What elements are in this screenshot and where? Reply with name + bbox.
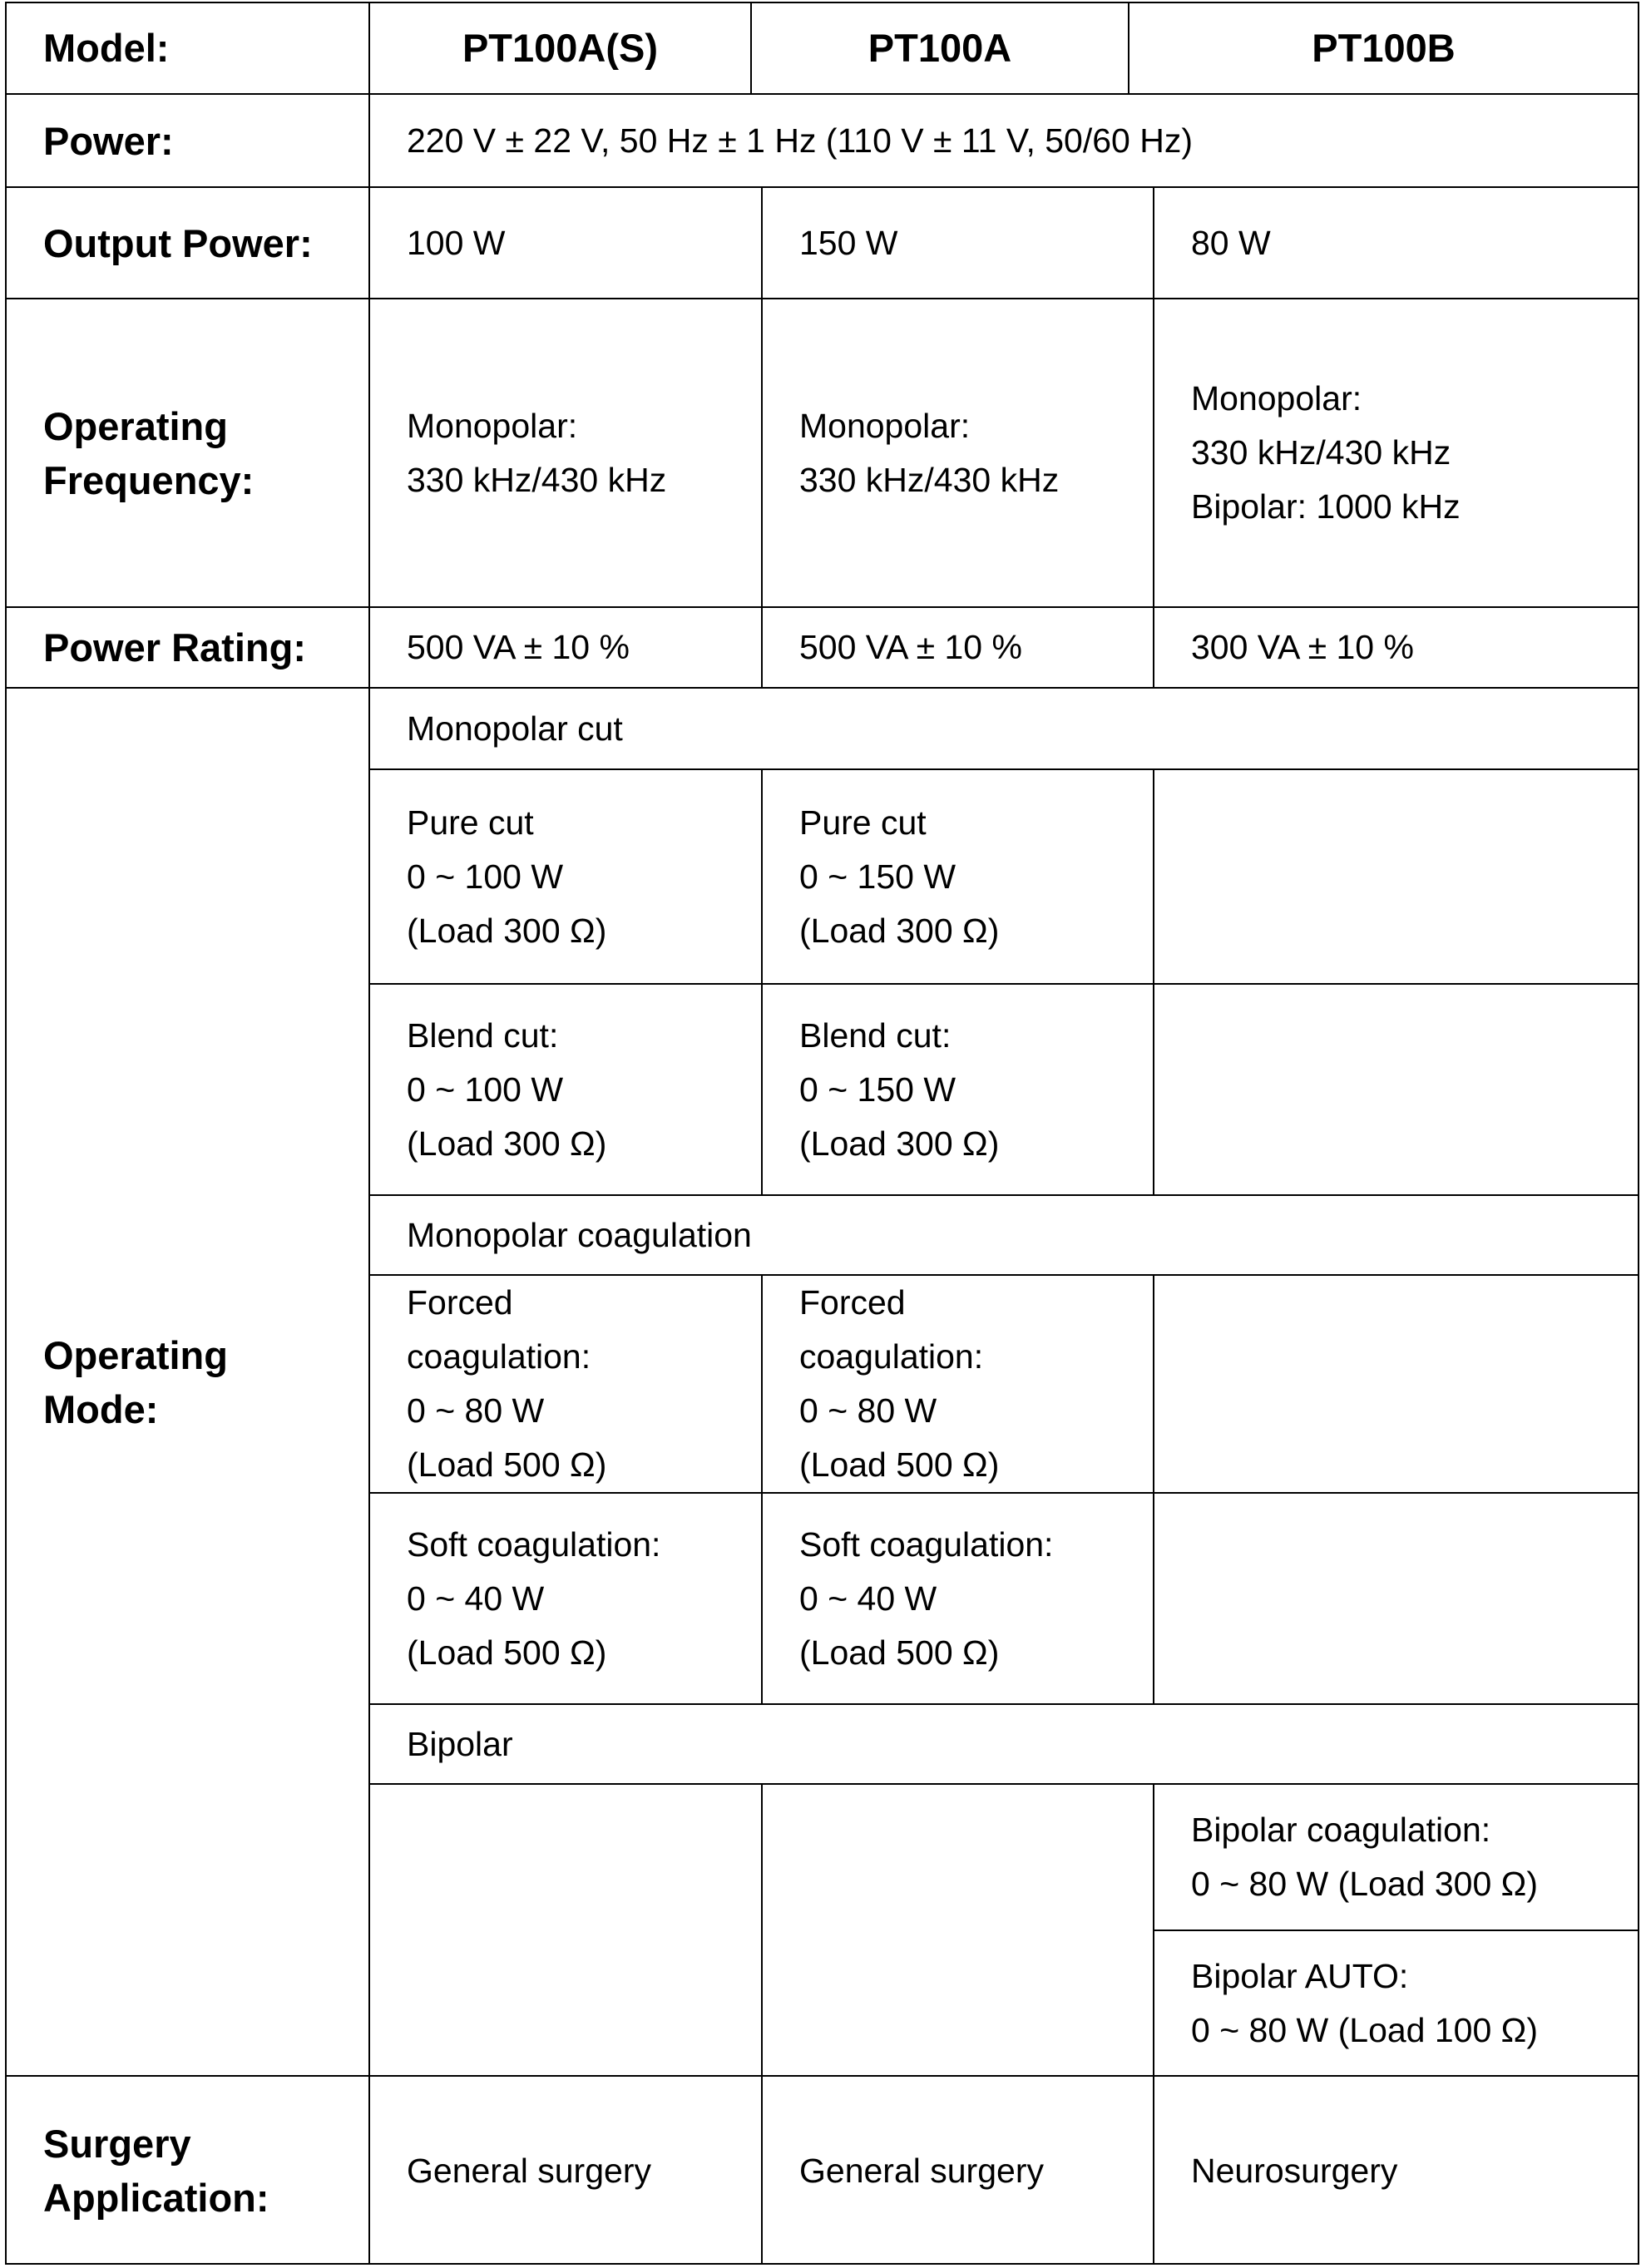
row-divider bbox=[5, 687, 1639, 689]
model-header-pt100as: PT100A(S) bbox=[462, 25, 659, 70]
power-rating-value: 300 VA ± 10 % bbox=[1191, 628, 1414, 666]
model-label: Model: bbox=[43, 25, 170, 70]
column-divider bbox=[761, 186, 763, 687]
output-power-value: 80 W bbox=[1191, 223, 1271, 262]
column-divider bbox=[1153, 1783, 1154, 2265]
operating-frequency-value: Monopolar: 330 kHz/430 kHz Bipolar: 1000 kHz bbox=[1191, 379, 1461, 526]
row-divider bbox=[368, 1703, 1639, 1705]
blend-cut-cell: Blend cut: 0 ~ 150 W (Load 300 Ω) bbox=[799, 1015, 1000, 1163]
column-divider bbox=[368, 2, 370, 2265]
output-power-label: Output Power: bbox=[43, 220, 313, 265]
model-header-pt100a: PT100A bbox=[867, 25, 1012, 70]
soft-coagulation-cell: Soft coagulation: 0 ~ 40 W (Load 500 Ω) bbox=[799, 1524, 1054, 1672]
column-divider bbox=[1153, 186, 1154, 687]
output-power-value: 100 W bbox=[407, 223, 506, 262]
model-header-pt100b: PT100B bbox=[1312, 25, 1456, 70]
monopolar-coagulation-heading: Monopolar coagulation bbox=[407, 1215, 752, 1254]
column-divider bbox=[761, 1274, 763, 1703]
operating-mode-label: Operating Mode: bbox=[43, 1332, 228, 1431]
operating-frequency-label: Operating Frequency: bbox=[43, 403, 255, 502]
bipolar-auto-cell: Bipolar AUTO: 0 ~ 80 W (Load 100 Ω) bbox=[1191, 1956, 1538, 2049]
bipolar-heading: Bipolar bbox=[407, 1724, 513, 1763]
column-divider bbox=[1153, 768, 1154, 1194]
column-divider bbox=[761, 1783, 763, 2265]
pure-cut-cell: Pure cut 0 ~ 150 W (Load 300 Ω) bbox=[799, 803, 1000, 950]
forced-coagulation-cell: Forced coagulation: 0 ~ 80 W (Load 500 Ω) bbox=[407, 1283, 607, 1484]
soft-coagulation-cell: Soft coagulation: 0 ~ 40 W (Load 500 Ω) bbox=[407, 1524, 661, 1672]
blend-cut-cell: Blend cut: 0 ~ 100 W (Load 300 Ω) bbox=[407, 1015, 607, 1163]
bipolar-coagulation-cell: Bipolar coagulation: 0 ~ 80 W (Load 300 Ω) bbox=[1191, 1811, 1538, 1903]
column-divider bbox=[1153, 1274, 1154, 1703]
power-rating-value: 500 VA ± 10 % bbox=[799, 628, 1022, 666]
column-divider bbox=[761, 768, 763, 1194]
surgery-application-value: General surgery bbox=[407, 2151, 651, 2190]
pure-cut-cell: Pure cut 0 ~ 100 W (Load 300 Ω) bbox=[407, 803, 607, 950]
power-value: 220 V ± 22 V, 50 Hz ± 1 Hz (110 V ± 11 V, 50/60 Hz) bbox=[407, 121, 1193, 160]
surgery-application-label: Surgery Application: bbox=[43, 2122, 269, 2220]
surgery-application-value: Neurosurgery bbox=[1191, 2151, 1398, 2190]
monopolar-cut-heading: Monopolar cut bbox=[407, 709, 623, 748]
power-label: Power: bbox=[43, 118, 174, 163]
power-rating-value: 500 VA ± 10 % bbox=[407, 628, 630, 666]
forced-coagulation-cell: Forced coagulation: 0 ~ 80 W (Load 500 Ω) bbox=[799, 1283, 1000, 1484]
output-power-value: 150 W bbox=[799, 223, 898, 262]
operating-frequency-value: Monopolar: 330 kHz/430 kHz bbox=[799, 406, 1060, 499]
operating-frequency-value: Monopolar: 330 kHz/430 kHz bbox=[407, 406, 667, 499]
power-rating-label: Power Rating: bbox=[43, 625, 306, 670]
surgery-application-value: General surgery bbox=[799, 2151, 1044, 2190]
